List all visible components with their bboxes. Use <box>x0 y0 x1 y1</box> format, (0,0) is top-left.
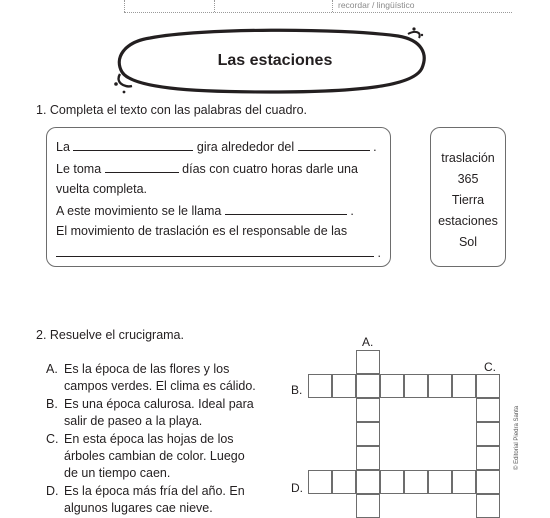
crossword-cell[interactable] <box>476 398 500 422</box>
crossword-cell[interactable] <box>356 470 380 494</box>
crossword-cell[interactable] <box>452 470 476 494</box>
crossword-cell[interactable] <box>380 374 404 398</box>
header-divider <box>332 0 333 12</box>
copyright-note: © Editorial Piedra Santa <box>514 405 520 470</box>
text-line-6 <box>56 245 381 260</box>
header-divider <box>124 0 125 12</box>
text-line-5: El movimiento de traslación es el responsable de las <box>56 224 348 238</box>
clue-c-line: de un tiempo caen. <box>64 466 171 480</box>
crossword-cell[interactable] <box>476 374 500 398</box>
clue-b-line: Es una época calurosa. Ideal para <box>64 397 254 411</box>
crossword-cell[interactable] <box>356 446 380 470</box>
blank-field[interactable] <box>56 245 374 257</box>
crossword-cell[interactable] <box>476 422 500 446</box>
crossword-cell[interactable] <box>428 374 452 398</box>
clue-d-line: algunos lugares cae nieve. <box>64 501 213 515</box>
blank-field[interactable] <box>298 139 370 151</box>
text-segment: Le toma <box>56 162 102 176</box>
crossword-cell[interactable] <box>356 398 380 422</box>
text-line-4 <box>56 203 354 218</box>
clue-b-line: salir de paseo a la playa. <box>64 414 203 428</box>
word-bank-item: 365 <box>457 172 479 186</box>
header-tag: recordar / lingüístico <box>338 0 415 10</box>
crossword-cell[interactable] <box>356 350 380 374</box>
text-segment: . <box>373 140 377 154</box>
blank-field[interactable] <box>73 139 193 151</box>
crossword-cell[interactable] <box>428 470 452 494</box>
clue-letter-d: D. <box>46 484 59 498</box>
page-title: Las estaciones <box>217 52 333 69</box>
blank-field[interactable] <box>225 203 347 215</box>
crossword-cell[interactable] <box>404 374 428 398</box>
text-segment: gira alrededor del <box>196 140 295 154</box>
clue-c-line: En esta época las hojas de los <box>64 432 234 446</box>
text-segment: A este movimiento se le llama <box>56 204 222 218</box>
crossword-label-d: D. <box>291 481 303 495</box>
header-divider <box>214 0 215 12</box>
text-line-3: vuelta completa. <box>56 182 148 196</box>
clue-d-line: Es la época más fría del año. En <box>64 484 245 498</box>
crossword-cell[interactable] <box>356 374 380 398</box>
word-bank-item: traslación <box>441 151 495 165</box>
exercise-1-instruction: 1. Completa el texto con las palabras del cuadro. <box>36 103 307 117</box>
crossword-cell[interactable] <box>332 374 356 398</box>
crossword-cell[interactable] <box>476 446 500 470</box>
clue-letter-b: B. <box>46 397 58 411</box>
crossword-cell[interactable] <box>308 374 332 398</box>
text-segment: . <box>377 246 381 260</box>
crossword-label-c: C. <box>484 360 496 374</box>
text-segment: La <box>56 140 70 154</box>
crossword-cell[interactable] <box>332 470 356 494</box>
crossword-cell[interactable] <box>308 470 332 494</box>
crossword-cell[interactable] <box>452 374 476 398</box>
text-segment: . <box>350 204 354 218</box>
header-dotted-line <box>124 12 512 13</box>
clue-a-line: campos verdes. El clima es cálido. <box>64 379 256 393</box>
crossword-cell[interactable] <box>380 470 404 494</box>
text-line-2 <box>56 161 358 176</box>
clue-c-line: árboles cambian de color. Luego <box>64 449 245 463</box>
crossword-label-b: B. <box>291 383 303 397</box>
crossword-cell[interactable] <box>476 494 500 518</box>
clue-letter-a: A. <box>46 362 58 376</box>
crossword-cell[interactable] <box>356 494 380 518</box>
crossword-cell[interactable] <box>356 422 380 446</box>
word-bank-item: estaciones <box>438 214 498 228</box>
word-bank-item: Tierra <box>451 193 485 207</box>
word-bank-item: Sol <box>458 235 478 249</box>
crossword-cell[interactable] <box>404 470 428 494</box>
exercise-2-instruction: 2. Resuelve el crucigrama. <box>36 328 184 342</box>
clue-a-line: Es la época de las flores y los <box>64 362 230 376</box>
blank-field[interactable] <box>105 161 179 173</box>
clue-letter-c: C. <box>46 432 59 446</box>
text-line-1 <box>56 139 377 154</box>
crossword-cell[interactable] <box>476 470 500 494</box>
crossword-label-a: A. <box>362 335 374 349</box>
text-segment: días con cuatro horas darle una <box>182 162 358 176</box>
